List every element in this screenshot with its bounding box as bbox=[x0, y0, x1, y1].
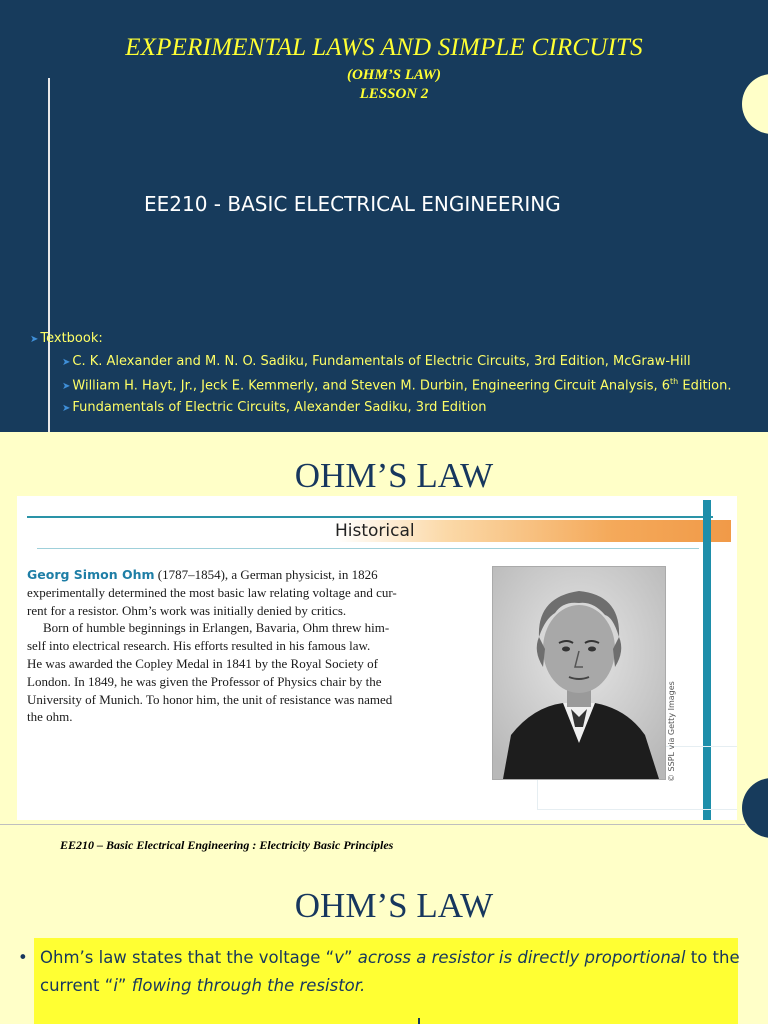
panel-rule bbox=[27, 516, 713, 518]
bullet-dot-icon: • bbox=[18, 948, 28, 967]
biography-text: Georg Simon Ohm (1787–1854), a German physicist, in 1826 experimentally determined the most basic law relating voltage and cur- rent for a resistor. Ohm’s work was initially denied by critics. Born of humble beginnings in Erlangen, Bavaria, Ohm threw him- self into electrical research. His efforts resulted in his famous law. He was awarded the Copley Medal in 1841 by the Royal Society of London. In 1849, he was given the Professor of Physics chair by the University of Munich. To honor him, the unit of resistance was named the ohm. bbox=[27, 567, 397, 725]
bullet-arrow-icon: ➤ bbox=[62, 381, 71, 393]
course-title: EE210 - BASIC ELECTRICAL ENGINEERING bbox=[144, 192, 561, 216]
portrait-illustration bbox=[493, 567, 665, 779]
bullet-arrow-icon: ➤ bbox=[62, 357, 71, 368]
slide-title: OHM’S LAW bbox=[294, 886, 494, 925]
ohms-law-statement: • Ohm’s law states that the voltage “v” across a resistor is directly proportional to the current “i” flowing through the resistor. bbox=[18, 944, 740, 1000]
textbook-item: ➤ Fundamentals of Electric Circuits, Alexander Sadiku, 3rd Edition bbox=[62, 400, 487, 415]
slide-divider bbox=[0, 824, 745, 825]
bullet-arrow-icon: ➤ bbox=[62, 403, 71, 414]
ohms-law-slide bbox=[0, 864, 768, 1024]
person-name: Georg Simon Ohm bbox=[27, 567, 155, 582]
slide-subtitle: (OHM’S LAW) bbox=[346, 67, 442, 83]
lesson-label: LESSON 2 bbox=[359, 86, 429, 102]
historical-slide bbox=[0, 432, 768, 864]
textbook-item: ➤ C. K. Alexander and M. N. O. Sadiku, Fundamentals of Electric Circuits, 3rd Edition, McGraw-Hill bbox=[62, 354, 691, 369]
photo-credit: © SSPL via Getty Images bbox=[667, 681, 676, 782]
slide-vertical-rule bbox=[48, 78, 50, 432]
bullet-arrow-icon: ➤ bbox=[30, 334, 39, 345]
textbook-item: ➤ William H. Hayt, Jr., Jeck E. Kemmerly, and Steven M. Durbin, Engineering Circuit Analysis, 6th Edition. bbox=[62, 377, 732, 394]
historical-header: Historical bbox=[335, 520, 731, 542]
slide-footer: EE210 – Basic Electrical Engineering : Electricity Basic Principles bbox=[60, 838, 394, 852]
title-slide bbox=[0, 0, 768, 432]
textbook-heading: ➤ Textbook: bbox=[30, 331, 103, 346]
portrait-photo bbox=[492, 566, 666, 780]
slide-title: OHM’S LAW bbox=[294, 456, 494, 495]
panel-rule bbox=[37, 548, 699, 549]
decorative-circle bbox=[742, 778, 768, 838]
slide-title: EXPERIMENTAL LAWS AND SIMPLE CIRCUITS bbox=[125, 34, 643, 61]
historical-panel bbox=[17, 496, 737, 820]
slide-vertical-rule bbox=[418, 1018, 420, 1024]
